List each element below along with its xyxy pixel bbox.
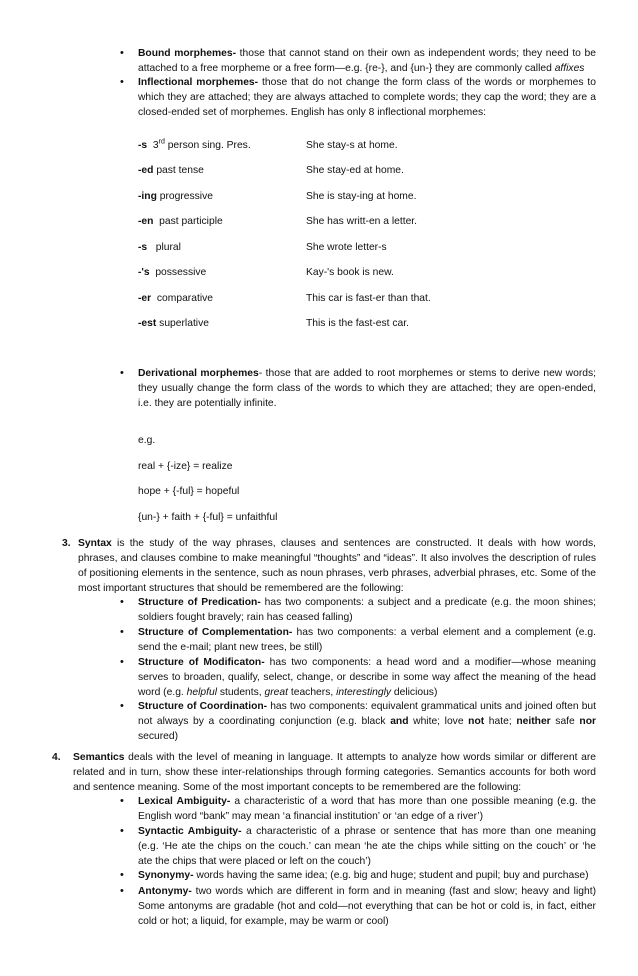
suffix: -'s <box>138 267 150 278</box>
section-number: 4. <box>52 752 61 763</box>
bullet: • <box>120 795 124 807</box>
bound-morphemes-item <box>138 46 596 76</box>
semantics-item <box>138 824 596 869</box>
term: Synonymy- <box>138 870 194 881</box>
suffix: -s <box>138 140 148 151</box>
description: 3 <box>147 140 159 151</box>
suffix: -ing <box>138 191 157 202</box>
definition: white; love <box>408 716 469 727</box>
example-line: real + {-ize} = realize <box>138 461 233 472</box>
term: Bound morphemes- <box>138 48 237 59</box>
bullet: • <box>120 596 124 608</box>
definition: teachers, <box>288 687 337 698</box>
suffix: -est <box>138 318 157 329</box>
bullet: • <box>120 825 124 837</box>
bold-word: neither <box>516 716 551 727</box>
syntax-item <box>138 625 596 655</box>
italic-term: affixes <box>554 63 585 74</box>
italic-word: great <box>264 687 288 698</box>
examples-label: e.g. <box>138 435 156 446</box>
suffix: -en <box>138 216 154 227</box>
bullet: • <box>120 885 124 897</box>
bullet: • <box>120 626 124 638</box>
description: comparative <box>151 293 213 304</box>
example: She stay-ed at home. <box>306 165 404 176</box>
definition: secured) <box>138 731 179 742</box>
inflection-row <box>138 214 598 229</box>
term: Structure of Coordination- <box>138 701 268 712</box>
inflection-row <box>138 291 598 306</box>
description: person sing. Pres. <box>164 140 251 151</box>
bullet: • <box>120 869 124 881</box>
inflectional-morphemes-item <box>138 75 596 120</box>
bold-word: and <box>390 716 409 727</box>
definition: a characteristic of a phrase or sentence that has more than one meaning (e.g. ‘He ate the chips on the couch.’ can mean ‘he ate the chips while sitting on the couch’ or ‘he ate the chips that were placed or left on the couch’) <box>138 826 596 867</box>
inflection-row <box>138 189 598 204</box>
definition: is the study of the way phrases, clauses and sentences are constructed. It deals with how words, phrases, and clauses combine to make meaningful “thoughts” and “ideas”. It also involves the description of rules of positioning elements in the sentence, such as noun phrases, verb phrases, adverbial phrases, etc. Some of the most important structures that should be remembered are the following: <box>78 538 596 594</box>
term: Structure of Complementation- <box>138 627 293 638</box>
definition: a characteristic of a word that has more than one possible meaning (e.g. the English word “bank” may mean ‘a financial institution’ or ‘an edge of a river’) <box>138 796 596 822</box>
suffix: -er <box>138 293 152 304</box>
definition: those that do not change the form class of the words or morphemes to which they are attached; they are always attached to complete words; they cap the word; they are a closed-ended set of morphemes. English has only 8 inflectional morphemes: <box>138 77 596 118</box>
definition: has two components: a verbal element and a complement (e.g. send the e-mail; plant new trees, be still) <box>138 627 596 653</box>
bold-word: nor <box>579 716 596 727</box>
definition: - those that are added to root morphemes or stems to derive new words; they usually change the form class of the words to which they are attached; they are open-ended, i.e. they are potentially infinite. <box>138 368 597 409</box>
bullet: • <box>120 47 124 59</box>
definition: students, <box>217 687 265 698</box>
example: She has writt-en a letter. <box>306 216 418 227</box>
description: superlative <box>156 318 209 329</box>
term: Lexical Ambiguity- <box>138 796 231 807</box>
definition: hate; <box>484 716 517 727</box>
definition: has two components: a subject and a predicate (e.g. the moon shines; soldiers fought bravely; rain has ceased falling) <box>138 597 596 623</box>
description: progressive <box>156 191 213 202</box>
definition: safe <box>550 716 580 727</box>
description: past tense <box>153 165 204 176</box>
superscript: rd <box>158 138 165 146</box>
definition: deals with the level of meaning in language. It attempts to analyze how words similar or different are related and in turn, show these inter-relationships through forming categories. Semantics accounts for both word and sentence meaning. Some of the most important concepts to be remembered are the following: <box>73 752 596 793</box>
example-line: hope + {-ful} = hopeful <box>138 486 240 497</box>
suffix: -ed <box>138 165 154 176</box>
semantics-paragraph <box>73 750 596 795</box>
term: Inflectional morphemes- <box>138 77 259 88</box>
term: Derivational morphemes <box>138 368 259 379</box>
definition: those that cannot stand on their own as independent words; they need to be attached to a free morpheme or a free form—e.g. {re-}, and {un-} they are commonly called <box>138 48 596 74</box>
description: past participle <box>153 216 223 227</box>
syntax-item <box>138 595 596 625</box>
example: She wrote letter-s <box>306 242 387 253</box>
semantics-item <box>138 794 596 824</box>
italic-word: helpful <box>186 687 217 698</box>
definition: delicious) <box>391 687 438 698</box>
inflection-row <box>138 265 598 280</box>
bullet: • <box>120 700 124 712</box>
term: Structure of Modificaton- <box>138 657 265 668</box>
term: Structure of Predication- <box>138 597 261 608</box>
inflection-row <box>138 138 598 153</box>
section-number: 3. <box>62 538 71 549</box>
bold-word: not <box>468 716 485 727</box>
syntax-item <box>138 699 596 744</box>
description: plural <box>147 242 181 253</box>
definition: words having the same idea; (e.g. big and huge; student and pupil; buy and purchase) <box>193 870 589 881</box>
definition: has two components: a head word and a modifier—whose meaning serves to broaden, qualify, select, change, or describe in some way affect the meaning of the head word (e.g. <box>138 657 596 698</box>
bullet: • <box>120 656 124 668</box>
definition: two words which are different in form and in meaning (fast and slow; heavy and light) Some antonyms are gradable (hot and cold—not everything that can be hot or cold is, in fact, either cold or hot; a liquid, for example, may be warm or cool) <box>138 886 596 927</box>
example: Kay-'s book is new. <box>306 267 394 278</box>
term: Semantics <box>73 752 125 763</box>
bullet: • <box>120 367 124 379</box>
term: Syntax <box>78 538 112 549</box>
semantics-item <box>138 868 596 883</box>
syntax-paragraph <box>78 536 596 596</box>
semantics-item <box>138 884 596 929</box>
description: possessive <box>149 267 207 278</box>
syntax-item <box>138 655 596 700</box>
example-line: {un-} + faith + {-ful} = unfaithful <box>138 512 278 523</box>
italic-word: interestingly <box>336 687 392 698</box>
example: This is the fast-est car. <box>306 318 410 329</box>
inflection-row <box>138 316 598 331</box>
example: This car is fast-er than that. <box>306 293 431 304</box>
derivational-morphemes-item <box>138 366 596 411</box>
term: Antonymy- <box>138 886 192 897</box>
example: She stay-s at home. <box>306 140 398 151</box>
suffix: -s <box>138 242 148 253</box>
inflection-row <box>138 163 598 178</box>
definition: has two components: equivalent grammatical units and joined often but not always by a coordinating conjunction (e.g. black <box>138 701 597 727</box>
example: She is stay-ing at home. <box>306 191 417 202</box>
inflection-row <box>138 240 598 255</box>
bullet: • <box>120 76 124 88</box>
term: Syntactic Ambiguity- <box>138 826 242 837</box>
